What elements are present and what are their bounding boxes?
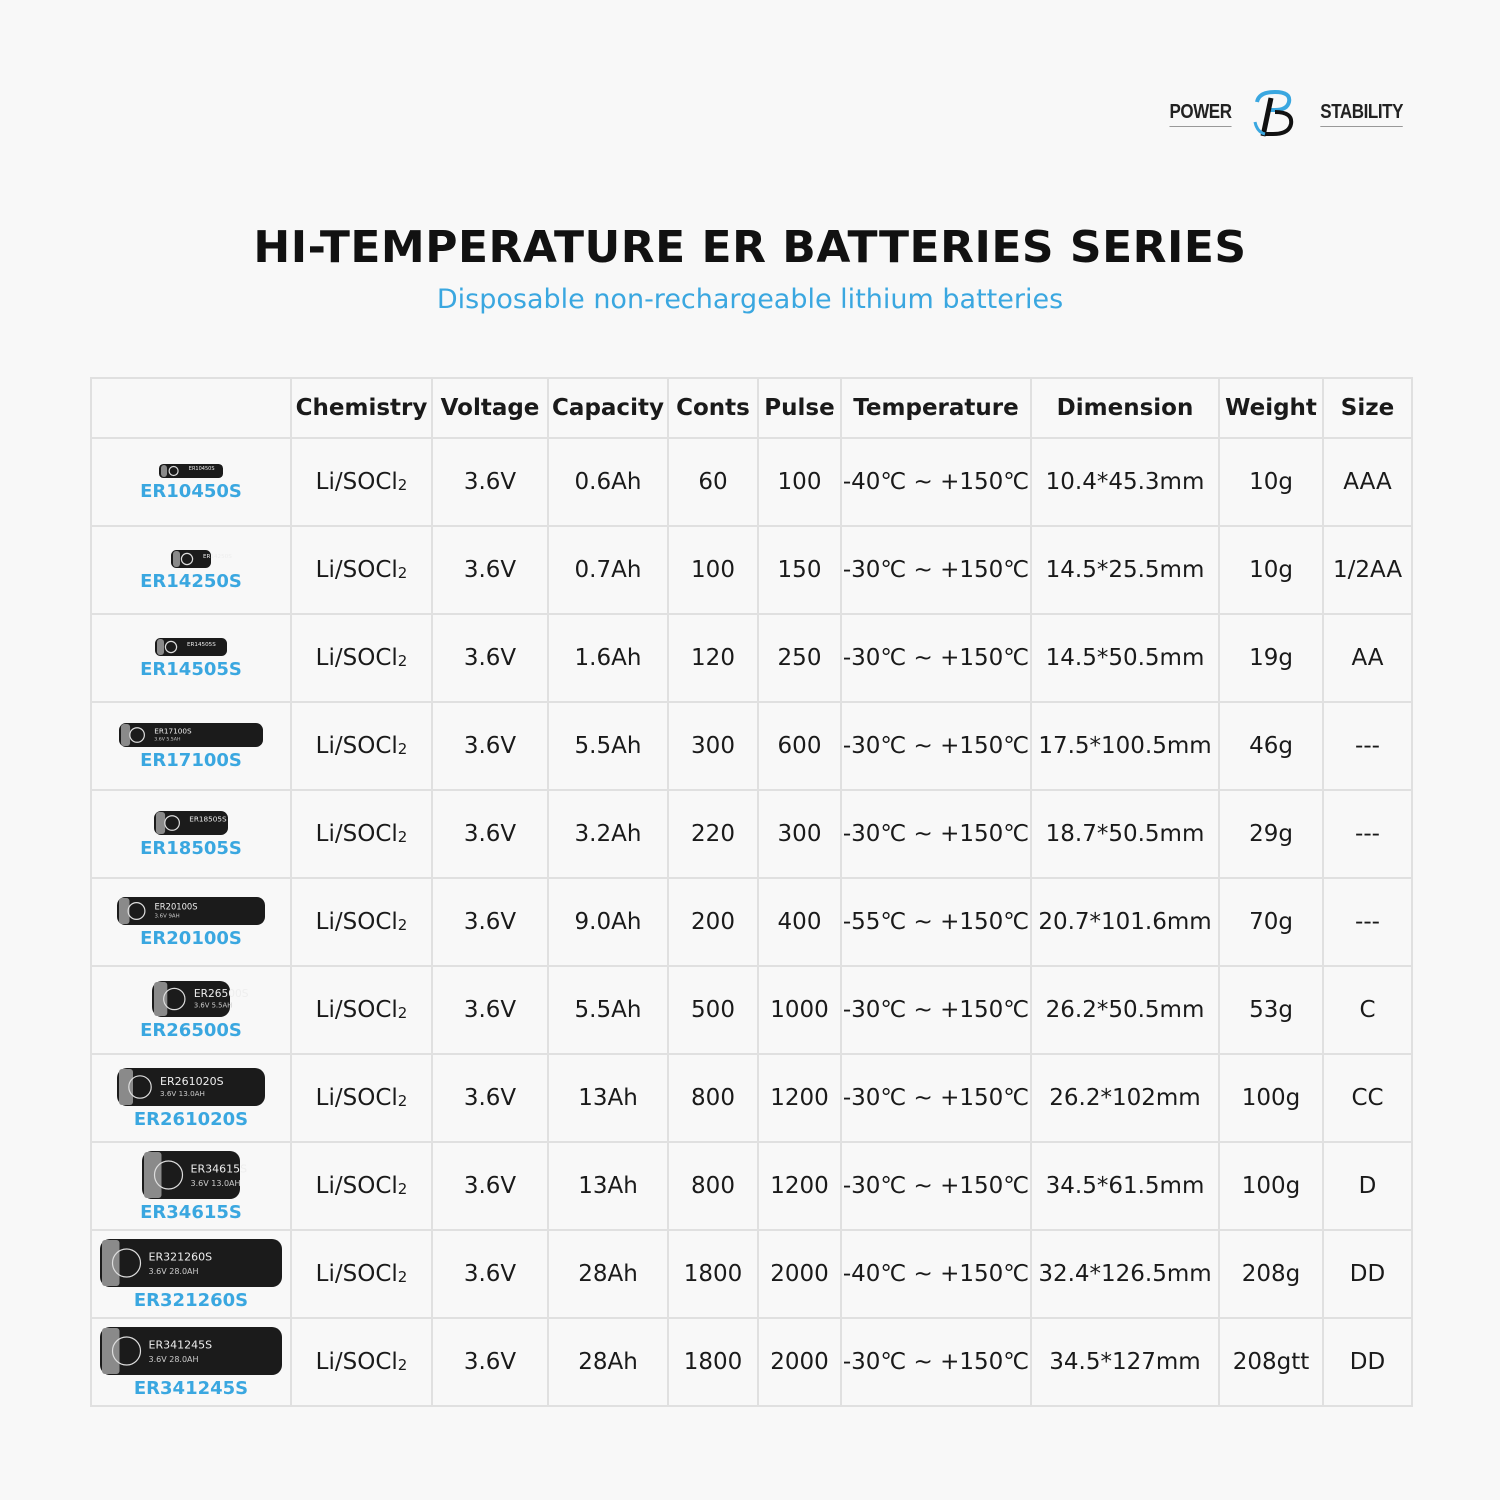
weight-cell: 208g <box>1219 1230 1323 1318</box>
conts-cell: 800 <box>668 1054 758 1142</box>
model-cell <box>91 1230 291 1318</box>
header-voltage: Voltage <box>432 378 548 438</box>
voltage-cell: 3.6V <box>432 1230 548 1318</box>
size-cell: DD <box>1323 1318 1412 1406</box>
model-name: ER261020S <box>133 1108 249 1130</box>
capacity-cell: 28Ah <box>548 1318 668 1406</box>
table-row <box>91 1230 1412 1318</box>
dimension-cell: 18.7*50.5mm <box>1031 790 1219 878</box>
battery-sub-text: 3.6V 9AH <box>154 913 180 920</box>
temperature-cell: -30℃ ~ +150℃ <box>841 790 1031 878</box>
table-row <box>91 702 1412 790</box>
model-name: ER20100S <box>140 927 242 949</box>
conts-cell: 1800 <box>668 1230 758 1318</box>
pb-logo-icon <box>1251 88 1299 140</box>
battery-sub-text: 3.6V 13.0AH <box>160 1088 205 1098</box>
chemistry-value: Li/SOCl <box>315 909 398 935</box>
model-cell <box>91 878 291 966</box>
header-size: Size <box>1323 378 1412 438</box>
model-cell <box>91 1054 291 1142</box>
battery-image <box>116 896 266 926</box>
dimension-cell: 32.4*126.5mm <box>1031 1230 1219 1318</box>
battery-label-text: ER321260S <box>148 1250 213 1263</box>
conts-cell: 200 <box>668 878 758 966</box>
weight-cell: 10g <box>1219 526 1323 614</box>
weight-cell: 70g <box>1219 878 1323 966</box>
table-header-row <box>91 378 1412 438</box>
table-row <box>91 1142 1412 1230</box>
battery-label-text: ER341245S <box>148 1338 213 1351</box>
header-weight: Weight <box>1219 378 1323 438</box>
capacity-cell: 3.2Ah <box>548 790 668 878</box>
size-cell: DD <box>1323 1230 1412 1318</box>
size-cell: CC <box>1323 1054 1412 1142</box>
chemistry-subscript: 2 <box>397 916 408 934</box>
battery-image <box>99 1326 283 1376</box>
table-row <box>91 526 1412 614</box>
chemistry-subscript: 2 <box>397 1356 408 1374</box>
capacity-cell: 0.7Ah <box>548 526 668 614</box>
brand-word-stability: STABILITY <box>1320 101 1403 127</box>
capacity-cell: 5.5Ah <box>548 702 668 790</box>
size-cell: --- <box>1323 790 1412 878</box>
chemistry-value: Li/SOCl <box>315 645 398 671</box>
conts-cell: 500 <box>668 966 758 1054</box>
battery-image <box>154 637 228 657</box>
chemistry-subscript: 2 <box>397 652 408 670</box>
temperature-cell: -55℃ ~ +150℃ <box>841 878 1031 966</box>
model-cell <box>91 702 291 790</box>
model-name: ER14505S <box>140 658 242 680</box>
size-cell: C <box>1323 966 1412 1054</box>
weight-cell: 46g <box>1219 702 1323 790</box>
chemistry-subscript: 2 <box>397 1092 408 1110</box>
weight-cell: 53g <box>1219 966 1323 1054</box>
model-cell <box>91 1318 291 1406</box>
battery-label-text: ER18505S <box>189 814 227 824</box>
battery-label-text: ER14505S <box>187 641 216 648</box>
capacity-cell: 13Ah <box>548 1054 668 1142</box>
model-name: ER34615S <box>140 1201 242 1223</box>
chemistry-subscript: 2 <box>397 1268 408 1286</box>
chemistry-cell <box>291 702 432 790</box>
chemistry-cell <box>291 1230 432 1318</box>
chemistry-cell <box>291 438 432 526</box>
temperature-cell: -30℃ ~ +150℃ <box>841 1318 1031 1406</box>
weight-cell: 208gtt <box>1219 1318 1323 1406</box>
pulse-cell: 600 <box>758 702 841 790</box>
battery-image <box>158 463 224 479</box>
battery-sub-text: 3.6V 5.5AH <box>154 737 181 743</box>
chemistry-value: Li/SOCl <box>315 1349 398 1375</box>
brand-word-power: POWER <box>1169 101 1231 127</box>
chemistry-value: Li/SOCl <box>315 557 398 583</box>
pulse-cell: 400 <box>758 878 841 966</box>
dimension-cell: 17.5*100.5mm <box>1031 702 1219 790</box>
voltage-cell: 3.6V <box>432 1318 548 1406</box>
model-name: ER18505S <box>140 837 242 859</box>
model-name: ER14250S <box>140 570 242 592</box>
model-cell <box>91 1142 291 1230</box>
weight-cell: 100g <box>1219 1054 1323 1142</box>
chemistry-subscript: 2 <box>397 740 408 758</box>
chemistry-subscript: 2 <box>397 828 408 846</box>
model-cell <box>91 614 291 702</box>
conts-cell: 1800 <box>668 1318 758 1406</box>
dimension-cell: 10.4*45.3mm <box>1031 438 1219 526</box>
dimension-cell: 14.5*50.5mm <box>1031 614 1219 702</box>
chemistry-value: Li/SOCl <box>315 733 398 759</box>
battery-image <box>116 1067 266 1107</box>
voltage-cell: 3.6V <box>432 966 548 1054</box>
voltage-cell: 3.6V <box>432 438 548 526</box>
capacity-cell: 28Ah <box>548 1230 668 1318</box>
table-row <box>91 878 1412 966</box>
chemistry-value: Li/SOCl <box>315 469 398 495</box>
chemistry-value: Li/SOCl <box>315 821 398 847</box>
voltage-cell: 3.6V <box>432 1142 548 1230</box>
model-name: ER26500S <box>140 1019 242 1041</box>
table-row <box>91 1318 1412 1406</box>
model-cell <box>91 526 291 614</box>
battery-label-text: ER26500S <box>193 986 249 1000</box>
table-row <box>91 790 1412 878</box>
chemistry-subscript: 2 <box>397 1180 408 1198</box>
model-name: ER17100S <box>140 749 242 771</box>
chemistry-cell <box>291 614 432 702</box>
chemistry-cell <box>291 966 432 1054</box>
weight-cell: 10g <box>1219 438 1323 526</box>
size-cell: AA <box>1323 614 1412 702</box>
dimension-cell: 34.5*127mm <box>1031 1318 1219 1406</box>
table-row <box>91 966 1412 1054</box>
header-dimension: Dimension <box>1031 378 1219 438</box>
model-name: ER10450S <box>140 480 242 502</box>
battery-image <box>99 1238 283 1288</box>
battery-image <box>151 980 249 1018</box>
header-chemistry: Chemistry <box>291 378 432 438</box>
battery-spec-table <box>90 377 1413 1407</box>
chemistry-value: Li/SOCl <box>315 1085 398 1111</box>
chemistry-cell <box>291 878 432 966</box>
battery-label-text: ER10450S <box>188 465 215 472</box>
dimension-cell: 26.2*102mm <box>1031 1054 1219 1142</box>
model-cell <box>91 966 291 1054</box>
header-temperature: Temperature <box>841 378 1031 438</box>
header-conts: Conts <box>668 378 758 438</box>
voltage-cell: 3.6V <box>432 878 548 966</box>
battery-label-text: ER20100S <box>154 901 198 911</box>
battery-label-text: ER34615S <box>190 1162 248 1175</box>
model-name: ER341245S <box>133 1377 249 1399</box>
table-body <box>91 438 1412 1406</box>
pulse-cell: 100 <box>758 438 841 526</box>
battery-label-text: ER14250S <box>203 553 232 560</box>
chemistry-value: Li/SOCl <box>315 1173 398 1199</box>
temperature-cell: -30℃ ~ +150℃ <box>841 614 1031 702</box>
header-capacity: Capacity <box>548 378 668 438</box>
dimension-cell: 14.5*25.5mm <box>1031 526 1219 614</box>
chemistry-cell <box>291 526 432 614</box>
temperature-cell: -30℃ ~ +150℃ <box>841 966 1031 1054</box>
conts-cell: 800 <box>668 1142 758 1230</box>
header-model <box>91 378 291 438</box>
battery-image <box>118 722 264 748</box>
battery-sub-text: 3.6V 5.5AH <box>193 1000 233 1009</box>
dimension-cell: 26.2*50.5mm <box>1031 966 1219 1054</box>
battery-sub-text: 3.6V 13.0AH <box>190 1178 241 1188</box>
size-cell: --- <box>1323 878 1412 966</box>
capacity-cell: 13Ah <box>548 1142 668 1230</box>
battery-sub-text: 3.6V 28.0AH <box>148 1266 199 1276</box>
chemistry-subscript: 2 <box>397 476 408 494</box>
chemistry-cell <box>291 790 432 878</box>
size-cell: 1/2AA <box>1323 526 1412 614</box>
temperature-cell: -30℃ ~ +150℃ <box>841 1142 1031 1230</box>
model-cell <box>91 790 291 878</box>
capacity-cell: 5.5Ah <box>548 966 668 1054</box>
dimension-cell: 34.5*61.5mm <box>1031 1142 1219 1230</box>
temperature-cell: -30℃ ~ +150℃ <box>841 702 1031 790</box>
table-row <box>91 1054 1412 1142</box>
weight-cell: 100g <box>1219 1142 1323 1230</box>
pulse-cell: 1000 <box>758 966 841 1054</box>
brand-header <box>1164 88 1410 140</box>
battery-sub-text: 3.6V 28.0AH <box>148 1354 199 1364</box>
model-cell <box>91 438 291 526</box>
table-row <box>91 438 1412 526</box>
voltage-cell: 3.6V <box>432 526 548 614</box>
header-pulse: Pulse <box>758 378 841 438</box>
battery-label-text: ER17100S <box>154 726 192 736</box>
chemistry-cell <box>291 1318 432 1406</box>
pulse-cell: 2000 <box>758 1318 841 1406</box>
table-row <box>91 614 1412 702</box>
size-cell: AAA <box>1323 438 1412 526</box>
size-cell: --- <box>1323 702 1412 790</box>
pulse-cell: 250 <box>758 614 841 702</box>
voltage-cell: 3.6V <box>432 702 548 790</box>
chemistry-value: Li/SOCl <box>315 1261 398 1287</box>
temperature-cell: -40℃ ~ +150℃ <box>841 1230 1031 1318</box>
chemistry-cell <box>291 1142 432 1230</box>
capacity-cell: 0.6Ah <box>548 438 668 526</box>
capacity-cell: 9.0Ah <box>548 878 668 966</box>
conts-cell: 60 <box>668 438 758 526</box>
capacity-cell: 1.6Ah <box>548 614 668 702</box>
battery-image <box>141 1150 248 1200</box>
page-title: HI-TEMPERATURE ER BATTERIES SERIES <box>253 222 1247 273</box>
chemistry-subscript: 2 <box>397 1004 408 1022</box>
pulse-cell: 1200 <box>758 1142 841 1230</box>
page-subtitle: Disposable non-rechargeable lithium batteries <box>436 284 1064 315</box>
temperature-cell: -30℃ ~ +150℃ <box>841 526 1031 614</box>
voltage-cell: 3.6V <box>432 790 548 878</box>
battery-label-text: ER261020S <box>160 1074 224 1088</box>
battery-image <box>153 810 229 836</box>
conts-cell: 220 <box>668 790 758 878</box>
pulse-cell: 150 <box>758 526 841 614</box>
chemistry-value: Li/SOCl <box>315 997 398 1023</box>
voltage-cell: 3.6V <box>432 1054 548 1142</box>
battery-image <box>170 549 232 569</box>
conts-cell: 100 <box>668 526 758 614</box>
chemistry-subscript: 2 <box>397 564 408 582</box>
size-cell: D <box>1323 1142 1412 1230</box>
weight-cell: 19g <box>1219 614 1323 702</box>
model-name: ER321260S <box>133 1289 249 1311</box>
temperature-cell: -30℃ ~ +150℃ <box>841 1054 1031 1142</box>
weight-cell: 29g <box>1219 790 1323 878</box>
pulse-cell: 300 <box>758 790 841 878</box>
pulse-cell: 2000 <box>758 1230 841 1318</box>
pulse-cell: 1200 <box>758 1054 841 1142</box>
chemistry-cell <box>291 1054 432 1142</box>
voltage-cell: 3.6V <box>432 614 548 702</box>
conts-cell: 300 <box>668 702 758 790</box>
conts-cell: 120 <box>668 614 758 702</box>
dimension-cell: 20.7*101.6mm <box>1031 878 1219 966</box>
temperature-cell: -40℃ ~ +150℃ <box>841 438 1031 526</box>
